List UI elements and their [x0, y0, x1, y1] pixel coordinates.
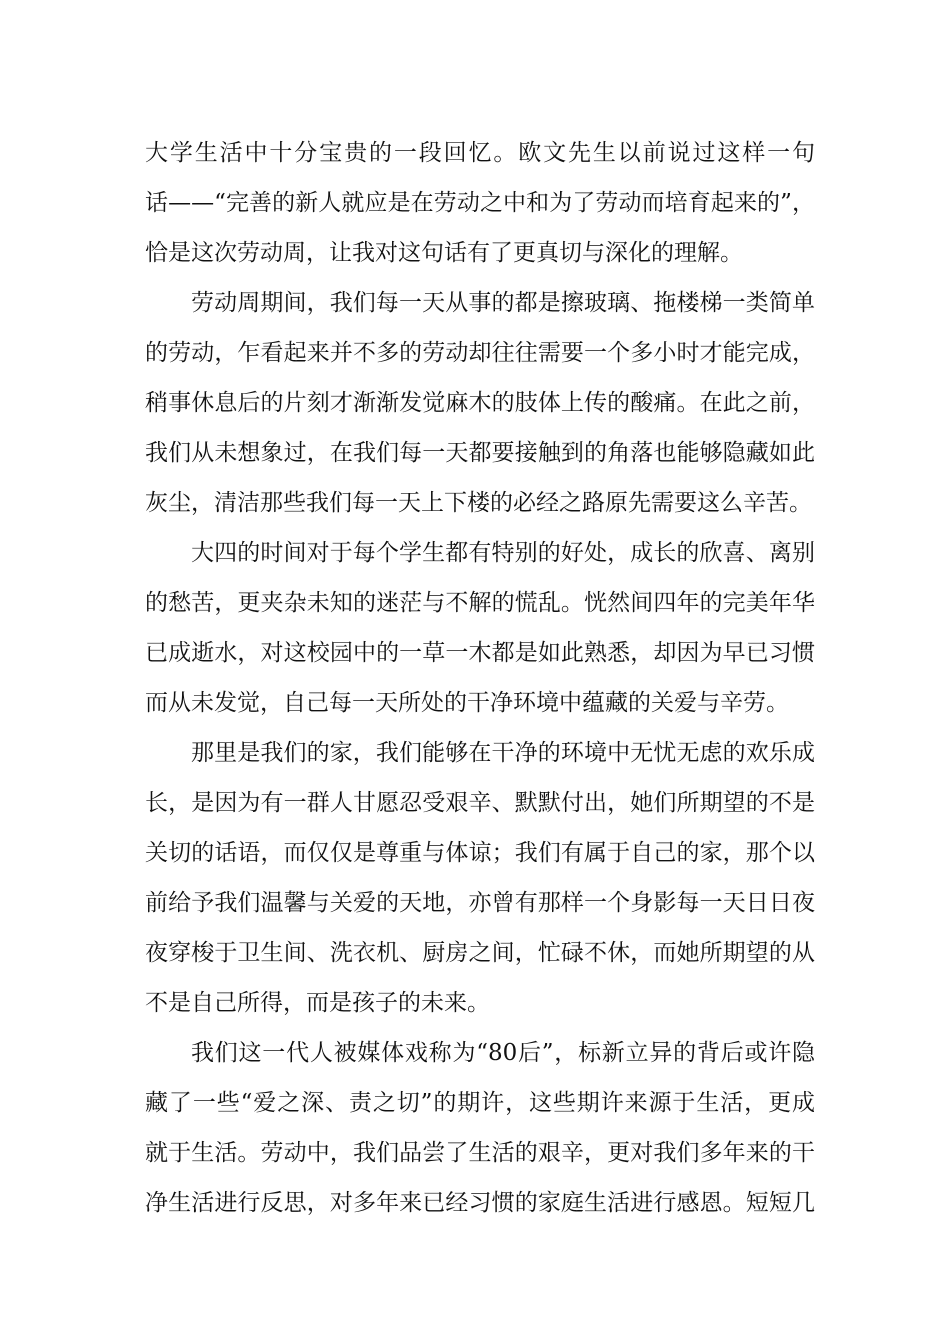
text-line: 我们从未想象过，在我们每一天都要接触到的角落也能够隐藏如此 — [145, 440, 815, 466]
text-line: 的劳动，乍看起来并不多的劳动却往往需要一个多小时才能完成， — [145, 340, 815, 366]
text-line: 大学生活中十分宝贵的一段回忆。欧文先生以前说过这样一句 — [145, 140, 815, 166]
text-line: 而从未发觉，自己每一天所处的干净环境中蕴藏的关爱与辛劳。 — [145, 690, 789, 716]
paragraph-first-line: 我们这一代人被媒体戏称为“80后”，标新立异的背后或许隐 — [191, 1040, 815, 1066]
text-line: 就于生活。劳动中，我们品尝了生活的艰辛，更对我们多年来的干 — [145, 1140, 815, 1166]
text-line: 藏了一些“爱之深、责之切”的期许，这些期许来源于生活，更成 — [145, 1090, 815, 1116]
text-line: 夜穿梭于卫生间、洗衣机、厨房之间，忙碌不休，而她所期望的从 — [145, 940, 815, 966]
paragraph-first-line: 那里是我们的家，我们能够在干净的环境中无忧无虑的欢乐成 — [191, 740, 815, 766]
text-line: 灰尘，清洁那些我们每一天上下楼的必经之路原先需要这么辛苦。 — [145, 490, 812, 516]
text-line: 已成逝水，对这校园中的一草一木都是如此熟悉，却因为早已习惯 — [145, 640, 815, 666]
paragraph-first-line: 劳动周期间，我们每一天从事的都是擦玻璃、拖楼梯一类简单 — [191, 290, 815, 316]
text-line: 恰是这次劳动周，让我对这句话有了更真切与深化的理解。 — [145, 240, 743, 266]
text-line: 净生活进行反思，对多年来已经习惯的家庭生活进行感恩。短短几 — [145, 1190, 815, 1216]
text-line: 话——“完善的新人就应是在劳动之中和为了劳动而培育起来的”， — [145, 190, 815, 216]
text-line: 关切的话语，而仅仅是尊重与体谅；我们有属于自己的家，那个以 — [145, 840, 815, 866]
text-line: 稍事休息后的片刻才渐渐发觉麻木的肢体上传的酸痛。在此之前， — [145, 390, 815, 416]
text-line: 的愁苦，更夹杂未知的迷茫与不解的慌乱。恍然间四年的完美年华 — [145, 590, 815, 616]
text-line: 长，是因为有一群人甘愿忍受艰辛、默默付出，她们所期望的不是 — [145, 790, 815, 816]
paragraph-first-line: 大四的时间对于每个学生都有特别的好处，成长的欣喜、离别 — [191, 540, 815, 566]
text-line: 不是自己所得，而是孩子的未来。 — [145, 990, 490, 1016]
text-line: 前给予我们温馨与关爱的天地，亦曾有那样一个身影每一天日日夜 — [145, 890, 815, 916]
